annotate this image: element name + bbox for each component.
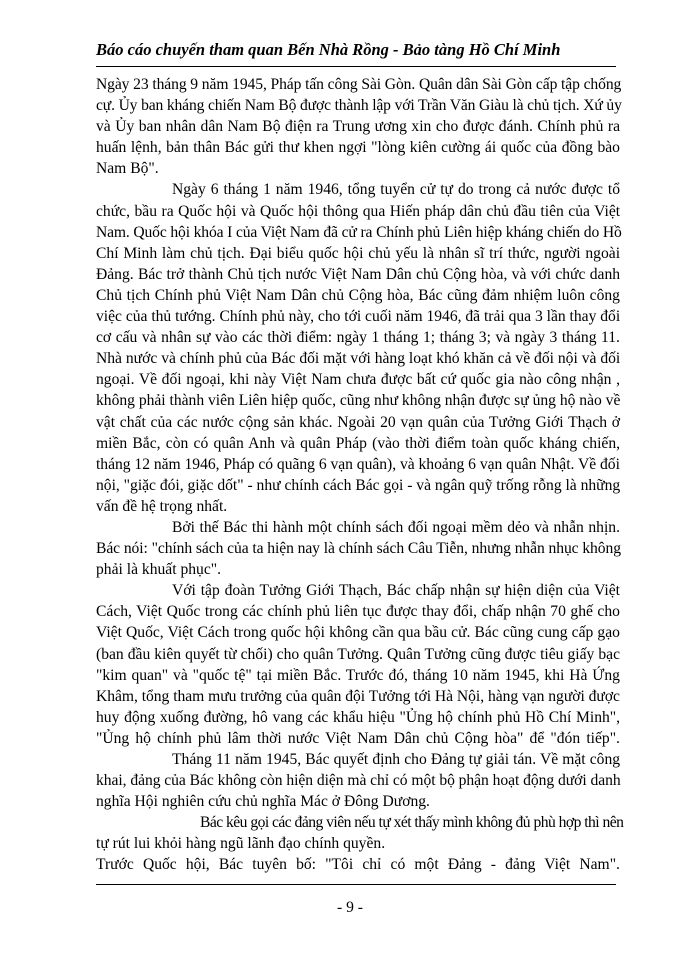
text-line: cự. Ủy ban kháng chiến Nam Bộ được thành lập với Trần Văn Giàu là chủ tịch. Xứ ủy [96,97,622,115]
text-line: Bác nói: "chính sách của ta hiện nay là chính sách Câu Tiễn, nhưng nhẫn nhục không [96,540,621,558]
text-line: Với tập đoàn Tưởng Giới Thạch, Bác chấp nhận sự hiện diện của Việt [172,582,620,600]
text-line: Tháng 11 năm 1945, Bác quyết định cho Đảng tự giải tán. Về mặt công [172,751,621,768]
text-line: (ban đầu kiên quyết từ chối) cho quân Tưởng. Quân Tưởng cũng được tiêu giấy bạc [96,645,620,663]
header-divider [96,66,616,67]
text-line: Việt Quốc, Việt Cách trong quốc hội không cần qua bầu cử. Bác cũng cung cấp gạo [96,624,620,642]
text-line: "Ủng hộ chính phủ lâm thời nước Việt Nam Dân chủ Cộng hòa" để "đón tiếp". [96,729,620,747]
text-line: Nam Bộ". [96,160,159,178]
text-line: và Ủy ban nhân dân Nam Bộ điện ra Trung ương xin cho được đánh. Chính phủ ra [96,118,620,136]
text-line: cơ cấu và nhân sự vào các thời điểm: ngày 1 tháng 1; tháng 3; và ngày 3 tháng 11. [96,329,620,347]
text-line: Bởi thế Bác thi hành một chính sách đối ngoại mềm dẻo và nhẫn nhịn. [172,518,620,536]
text-line: không phải thành viên Liên hiệp quốc, cũng như không nhận được sự ủng hộ nào về [96,392,621,410]
text-line: tháng 12 năm 1946, Pháp có quãng 6 vạn quân), và khoảng 6 vạn quân Nhật. Về đối [96,455,620,473]
text-line: huấn lệnh, bản thân Bác gửi thư khen ngợi "lòng kiên cường ái quốc của đồng bào [96,139,620,157]
text-line: Cách, Việt Quốc trong các chính phủ liên tục được thay đổi, chấp nhận 70 ghế cho [96,603,620,621]
text-line: "kim quan" và "quốc tệ" tại miền Bắc. Trước đó, tháng 10 năm 1945, khi Hà Ứng [96,666,620,684]
text-line: tự rút lui khỏi hàng ngũ lãnh đạo chính quyền. [96,835,386,853]
text-line: miền Bắc, còn có quân Anh và quân Pháp (vào thời điểm toàn quốc kháng chiến, [96,434,621,452]
text-line: Trước Quốc hội, Bác tuyên bố: "Tôi chỉ có một Đảng - đảng Việt Nam". [96,856,620,874]
text-line: ngoại. Về đối ngoại, khi này Việt Nam chưa được bất cứ quốc gia nào công nhận , [96,371,620,389]
page-header-title: Báo cáo chuyến tham quan Bến Nhà Rồng - Bảo tàng Hồ Chí Minh [96,40,561,59]
text-line: Chủ tịch Chính phủ Việt Nam Dân chủ Cộng hòa, Bác cũng đảm nhiệm luôn công [96,286,620,304]
text-line: Ngày 23 tháng 9 năm 1945, Pháp tấn công Sài Gòn. Quân dân Sài Gòn cấp tập chống [96,76,622,93]
text-line: Ngày 6 tháng 1 năm 1946, tổng tuyển cử tự do trong cả nước được tổ [172,181,621,199]
text-line: vật chất của các nước cộng sản khác. Ngoài 20 vạn quân của Tưởng Giới Thạch ở [96,413,621,431]
text-line: Nam. Quốc hội khóa I của Việt Nam đã cử ra Chính phủ Liên hiệp kháng chiến do Hồ [96,223,622,241]
text-line: Chí Minh làm chủ tịch. Đại biểu quốc hội chủ yếu là nhân sĩ trí thức, người ngoài [96,244,621,262]
text-line: Đảng. Bác trở thành Chủ tịch nước Việt Nam Dân chủ Cộng hòa, và với chức danh [96,265,621,283]
text-line: Bác kêu gọi các đảng viên nếu tự xét thấy mình không đủ phù hợp thì nên [200,814,624,832]
text-line: chức, bầu ra Quốc hội và Quốc hội thông qua Hiến pháp dân chủ đầu tiên của Việt [96,202,621,220]
text-line: huy động xuống đường, hô vang các khẩu hiệu "Ủng hộ chính phủ Hồ Chí Minh", [96,708,621,726]
body-text [96,74,624,876]
page-number: - 9 - [337,899,363,916]
text-line: nội, "giặc đói, giặc dốt" - như chính cách Bác gọi - và ngân quỹ trống rỗng là những [96,476,621,494]
text-line: Khâm, tổng tham mưu trưởng của quân đội Tưởng tới Hà Nội, hàng vạn người được [96,687,620,705]
text-line: việc của thủ tướng. Chính phủ này, cho tới cuối năm 1946, đã trải qua 3 lần thay đổi [96,308,621,326]
text-line: khai, đảng của Bác không còn hiện diện mà chỉ có một bộ phận hoạt động dưới danh [96,772,621,790]
footer-divider [96,884,616,885]
text-line: Nhà nước và chính phủ của Bác đối mặt với hàng loạt khó khăn cả về đối nội và đối [96,350,621,368]
text-line: vấn đề hệ trọng nhất. [96,497,228,515]
text-line: phải là khuất phục". [96,561,222,579]
text-line: nghĩa Hội nghiên cứu chủ nghĩa Mác ở Đông Dương. [96,793,430,811]
